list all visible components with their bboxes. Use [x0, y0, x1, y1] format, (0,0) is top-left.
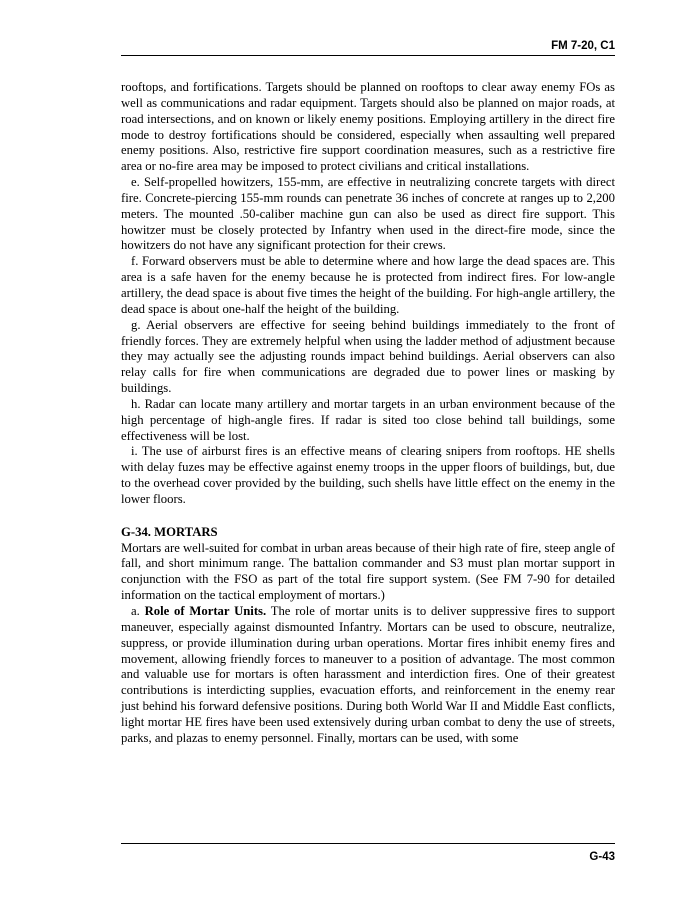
- document-id-header: FM 7-20, C1: [551, 40, 615, 52]
- paragraph-f: f. Forward observers must be able to determine where and how large the dead spaces are. This area is a safe haven for the enemy because he is protected from indirect fires. For low-angle artillery, the dead space is about five times the height of the building. For high-angle artillery, the dead space is about one-half the height of the building.: [121, 254, 615, 316]
- footer-rule: [121, 843, 615, 844]
- section-heading: G-34. MORTARS: [121, 524, 218, 539]
- paragraph-h: h. Radar can locate many artillery and mortar targets in an urban environment because of the high percentage of high-angle fires. If radar is sited too close behind tall buildings, some effectiveness will be lost.: [121, 396, 615, 443]
- header-rule: [121, 55, 615, 56]
- paragraph-g: g. Aerial observers are effective for seeing behind buildings immediately to the front of friendly forces. They are extremely helpful when using the ladder method of adjustment because they may actually see the adjusting rounds impact behind buildings. Aerial observers can also relay calls for fire when communications are degraded due to power lines or masking by buildings.: [121, 317, 615, 396]
- section-intro: Mortars are well-suited for combat in urban areas because of their high rate of fire, steep angle of fall, and short minimum range. The battalion commander and S3 must plan mortar support in conjunction with the FSO as part of the total fire support system. (See FM 7-90 for detailed information on the tactical employment of mortars.): [121, 540, 615, 603]
- paragraph-a: [121, 604, 615, 747]
- paragraph-a-text: The role of mortar units is to deliver suppressive fires to support maneuver, especially against dismounted Infantry. Mortars can be used to obscure, neutralize, suppress, or provide illumination during urban operations. Mortar fires inhibit enemy fires and movement, allowing friendly forces to maneuver to a position of advantage. The most common and valuable use for mortars is often harassment and interdiction fires. One of their greatest contributions is interdicting supplies, evacuation efforts, and reinforcement in the enemy rear just behind his forward defensive positions. During both World War II and Middle East conflicts, light mortar HE fires have been used extensively during urban combat to deny the use of streets, parks, and plazas to enemy personnel. Finally, mortars can be used, with some: [121, 604, 615, 745]
- paragraph-continued: rooftops, and fortifications. Targets should be planned on rooftops to clear away enemy FOs as well as communications and radar equipment. Targets should also be planned on major roads, at road intersections, and on known or likely enemy positions. Employing artillery in the direct fire mode to destroy fortifications should be considered, especially when assaulting well prepared enemy positions. Also, restrictive fire support coordination measures, such as a restrictive fire area or no-fire area may be imposed to protect civilians and critical installations.: [121, 80, 615, 174]
- paragraph-i: i. The use of airburst fires is an effective means of clearing snipers from rooftops. HE shells with delay fuzes may be effective against enemy troops in the upper floors of buildings, but, due to the overhead cover provided by the building, such shells have little effect on the enemy in the lower floors.: [121, 444, 615, 506]
- paragraph-e: e. Self-propelled howitzers, 155-mm, are effective in neutralizing concrete targets with direct fire. Concrete-piercing 155-mm rounds can penetrate 36 inches of concrete at ranges up to 2,200 meters. The mounted .50-caliber machine gun can also be used as direct fire support. This howitzer must be closely protected by Infantry when used in the direct-fire mode, since the howitzers do not have any significant protection for their crews.: [121, 175, 615, 253]
- paragraph-a-lead: Role of Mortar Units.: [144, 604, 267, 618]
- paragraph-a-prefix: a.: [131, 604, 145, 618]
- page-number: G-43: [589, 851, 615, 863]
- page-body: [121, 80, 615, 747]
